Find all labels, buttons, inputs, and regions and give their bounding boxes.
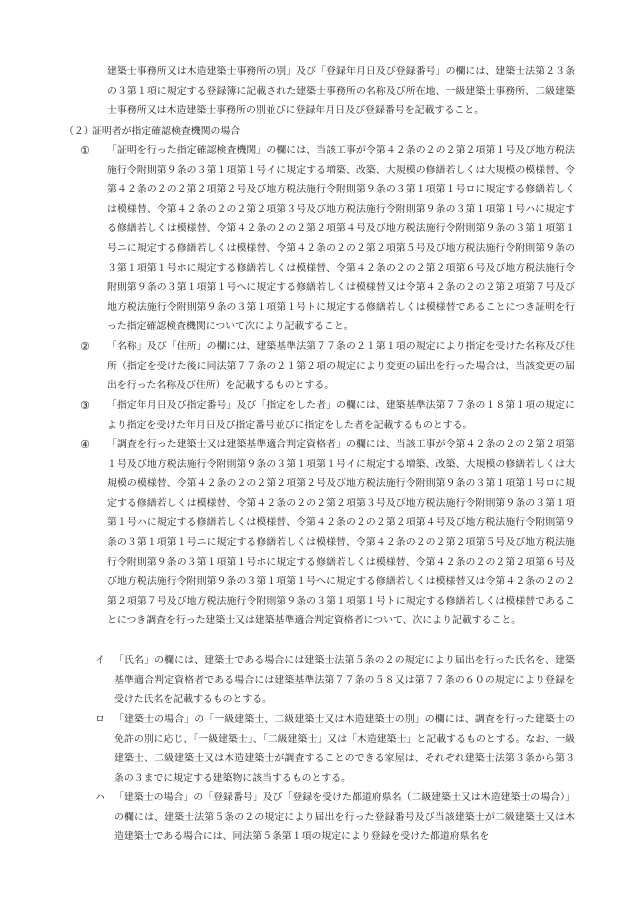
section-title: 証明者が指定確認検査機関の場合: [92, 126, 241, 137]
item-marker: ①: [80, 144, 90, 157]
section-number: （２）: [64, 126, 94, 137]
sub-item-text: 「建築士の場合」の「登録番号」及び「登録を受けた都道府県名（二級建築士又は木造建築士の場合）」の欄には、建築士法第５条の２の規定により届出を行った登録番号及び当該建築士が二級建築士又は木造建築士である場合には、同法第５条第１項の規定により登録を受けた都道府県名を: [114, 792, 575, 843]
sub-item-i: [95, 651, 575, 710]
sub-item-text: 「建築士の場合」の「一級建築士、二級建築士又は木造建築士の別」の欄には、調査を行った建築士の免許の別に応じ、「一級建築士」、「二級建築士」又は「木造建築士」と記載するものとする。なお、一級建築士、二級建築士又は木造建築士が調査することのできる家屋は、それぞれ建築士法第３条から第３条の３までに規定する建築物に該当するものとする。: [114, 714, 575, 784]
list-item-1: [80, 141, 575, 337]
intro-paragraph: 建築士事務所又は木造建築士事務所の別」及び「登録年月日及び登録番号」の欄には、建築士法第２３条の３第１項に規定する登録簿に記載された建築士事務所の名称及び所在地、一級建築士事務所、二級建築士事務所又は木造建築士事務所の別並びに登録年月日及び登録番号を記載すること。: [107, 66, 575, 117]
list-item-4: [80, 435, 575, 651]
sub-item-text: 「氏名」の欄には、建築士である場合には建築士法第５条の２の規定により届出を行った氏名を、建築基準適合判定資格者である場合には建築基準法第７７条の５８又は第７７条の６０の規定により登録を受けた氏名を記載するものとする。: [114, 655, 575, 706]
section-heading: [64, 122, 575, 142]
item-marker: ②: [80, 340, 90, 353]
sub-item-marker: ロ: [95, 714, 105, 725]
item-text: 「名称」及び「住所」の欄には、建築基準法第７７条の２１第１項の規定により指定を受けた名称及び住所（指定を受けた後に同法第７７条の２１第２項の規定により変更の届出を行った場合は、当該変更の届出を行った名称及び住所）を記載するものとする。: [107, 341, 575, 392]
sub-item-marker: ハ: [95, 792, 105, 803]
item-text: 「証明を行った指定確認検査機関」の欄には、当該工事が令第４２条の２の２第２項第１号及び地方税法施行令附則第９条の３第１項第１号イに規定する増築、改築、大規模の修繕若しくは大規模の模様替、令第４２条の２の２第２項第２号及び地方税法施行令附則第９条の３第１項第１号ロに規定する修繕若しくは模様替、令第４２条の２の２第２項第３号及び地方税法施行令附則第９条の３第１項第１号ハに規定する修繕若しくは模様替、令第４２条の２の２第２項第４号及び地方税法施行令附則第９条の３第１項第１号ニに規定する修繕若しくは模様替、令第４２条の２の２第２項第５号及び地方税法施行令附則第９条の３第１項第１号ホに規定する修繕若しくは模様替、令第４２条の２の２第２項第６号及び地方税法施行令附則第９条の３第１項第１号へに規定する修繕若しくは模様替又は令第４２条の２の２第２項第７号及び地方税法施行令附則第９条の３第１項第１号トに規定する修繕若しくは模様替であることにつき証明を行った指定確認検査機関について次により記載すること。: [107, 145, 575, 333]
sub-item-ro: [95, 710, 575, 788]
list-item-2: [80, 337, 575, 396]
list-item-3: [80, 396, 575, 436]
sub-item-ha: [95, 788, 575, 847]
item-text: 「指定年月日及び指定番号」及び「指定をした者」の欄には、建築基準法第７７条の１８第１項の規定により指定を受けた年月日及び指定番号並びに指定をした者を記載するものとする。: [107, 400, 575, 431]
item-marker: ④: [80, 438, 90, 451]
item-marker: ③: [80, 399, 90, 412]
item-text: 「調査を行った建築士又は建築基準適合判定資格者」の欄には、当該工事が令第４２条の２の２第２項第１号及び地方税法施行令附則第９条の３第１項第１号イに規定する増築、改築、大規模の修繕若しくは大規模の模様替、令第４２条の２の２第２項第２号及び地方税法施行令附則第９条の３第１項第１号ロに規定する修繕若しくは模様替、令第４２条の２の２第２項第３号及び地方税法施行令附則第９条の３第１項第１号ハに規定する修繕若しくは模様替、令第４２条の２の２第２項第４号及び地方税法施行令附則第９条の３第１項第１号ニに規定する修繕若しくは模様替、令第４２条の２の２第２項第５号及び地方税法施行令附則第９条の３第１項第１号ホに規定する修繕若しくは模様替、令第４２条の２の２第２項第６号及び地方税法施行令附則第９条の３第１項第１号へに規定する修繕若しくは模様替又は令第４２条の２の２第２項第７号及び地方税法施行令附則第９条の３第１項第１号トに規定する修繕若しくは模様替であることにつき調査を行った建築士又は建築基準適合判定資格者について、次により記載すること。: [107, 439, 575, 627]
sub-item-marker: イ: [95, 655, 105, 666]
